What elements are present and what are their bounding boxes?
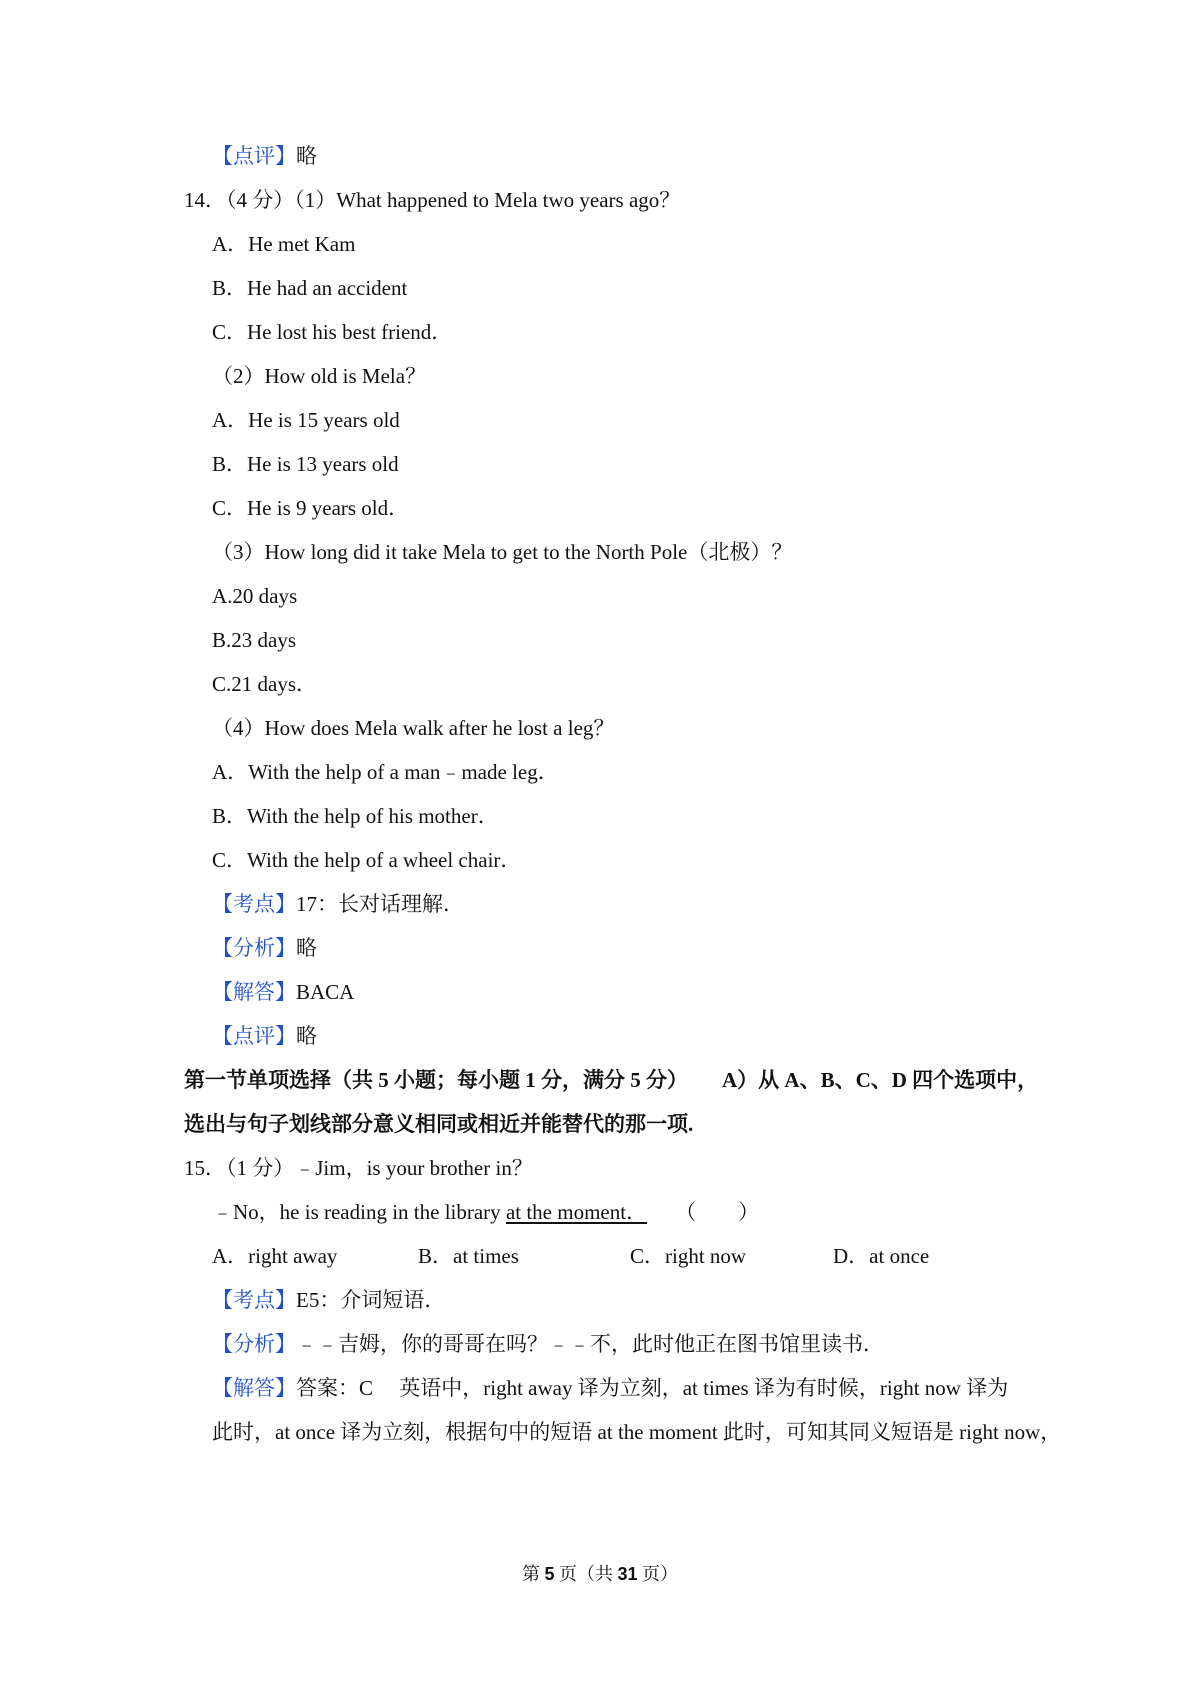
q14-2-option-a: A．He is 15 years old — [212, 408, 400, 432]
q14-fenxi — [212, 933, 317, 963]
q14-2-option-b: B．He is 13 years old — [212, 452, 399, 476]
q14-jieda — [212, 977, 354, 1007]
q15-option-b: B．at times — [418, 1244, 519, 1268]
q14-4-option-b: B．With the help of his mother． — [212, 804, 499, 828]
question-15-stem: 15．（1 分）﹣Jim，is your brother in？ — [184, 1156, 533, 1180]
comment-line — [212, 141, 317, 171]
jieda-tag: 【解答】 — [212, 1376, 296, 1400]
q15-fenxi — [212, 1329, 884, 1359]
kaodian-tag: 【考点】 — [212, 892, 296, 916]
fenxi-text: 略 — [296, 936, 317, 960]
q14-2-stem: （2）How old is Mela？ — [212, 364, 427, 388]
kaodian-text: E5：介词短语． — [296, 1288, 446, 1312]
q14-kaodian — [212, 889, 464, 919]
page-footer — [0, 1562, 1200, 1586]
q14-3-option-a: A.20 days — [212, 584, 298, 608]
q14-3-stem: （3）How long did it take Mela to get to the North Pole（北极）？ — [212, 540, 793, 564]
q15-option-d: D．at once — [833, 1244, 930, 1268]
total-page-count: 31 — [617, 1564, 638, 1584]
q14-1-option-c: C．He lost his best friend． — [212, 320, 453, 344]
current-page-number: 5 — [544, 1564, 555, 1584]
q14-1-option-a: A．He met Kam — [212, 232, 356, 256]
q15-kaodian — [212, 1285, 445, 1315]
q15-reply-text: ﹣No，he is reading in the library — [212, 1200, 506, 1224]
fenxi-tag: 【分析】 — [212, 936, 296, 960]
fenxi-tag: 【分析】 — [212, 1332, 296, 1356]
q14-dianping — [212, 1021, 317, 1051]
comment-tag: 【点评】 — [212, 144, 296, 168]
dianping-tag: 【点评】 — [212, 1024, 296, 1048]
section-heading-line-1 — [184, 1065, 1038, 1095]
jieda-tag: 【解答】 — [212, 980, 296, 1004]
q15-option-a: A．right away — [212, 1244, 338, 1268]
q14-3-option-b: B.23 days — [212, 628, 296, 652]
q15-options — [212, 1241, 929, 1271]
q15-answer-bracket: （ ） — [675, 1200, 760, 1224]
q15-reply — [212, 1197, 759, 1227]
dianping-text: 略 — [296, 1024, 317, 1048]
footer-suffix: 页） — [637, 1564, 679, 1584]
q15-jieda — [212, 1373, 1008, 1403]
section-heading-part-1: 第一节单项选择（共 5 小题；每小题 1 分，满分 5 分） — [184, 1068, 688, 1092]
kaodian-text: 17：长对话理解． — [296, 892, 464, 916]
fenxi-text: ﹣﹣吉姆，你的哥哥在吗？﹣﹣不，此时他正在图书馆里读书． — [296, 1332, 884, 1356]
q15-underlined-phrase: at the moment． — [505, 1200, 648, 1224]
footer-middle: 页（共 — [554, 1564, 618, 1584]
q15-jieda-line-2: 此时，at once 译为立刻，根据句中的短语 at the moment 此时，可知其同义短语是 right now， — [212, 1420, 1062, 1444]
q14-4-option-c: C．With the help of a wheel chair． — [212, 848, 522, 872]
q14-4-option-a: A．With the help of a man﹣made leg． — [212, 760, 559, 784]
q14-1-option-b: B．He had an accident — [212, 276, 408, 300]
section-heading-part-2: A）从 A、B、C、D 四个选项中， — [722, 1068, 1039, 1092]
q14-2-option-c: C．He is 9 years old． — [212, 496, 410, 520]
comment-text: 略 — [296, 144, 317, 168]
kaodian-tag: 【考点】 — [212, 1288, 296, 1312]
q15-option-c: C．right now — [630, 1244, 747, 1268]
jieda-text: BACA — [296, 980, 355, 1004]
jieda-text-line-1: 答案：C 英语中，right away 译为立刻，at times 译为有时候，right now 译为 — [296, 1376, 1009, 1400]
footer-prefix: 第 — [521, 1564, 545, 1584]
question-14-stem: 14．（4 分）（1）What happened to Mela two years ago？ — [184, 188, 681, 212]
section-heading-line-2: 选出与句子划线部分意义相同或相近并能替代的那一项. — [184, 1112, 694, 1136]
q14-4-stem: （4）How does Mela walk after he lost a leg？ — [212, 716, 615, 740]
q14-3-option-c: C.21 days． — [212, 672, 317, 696]
